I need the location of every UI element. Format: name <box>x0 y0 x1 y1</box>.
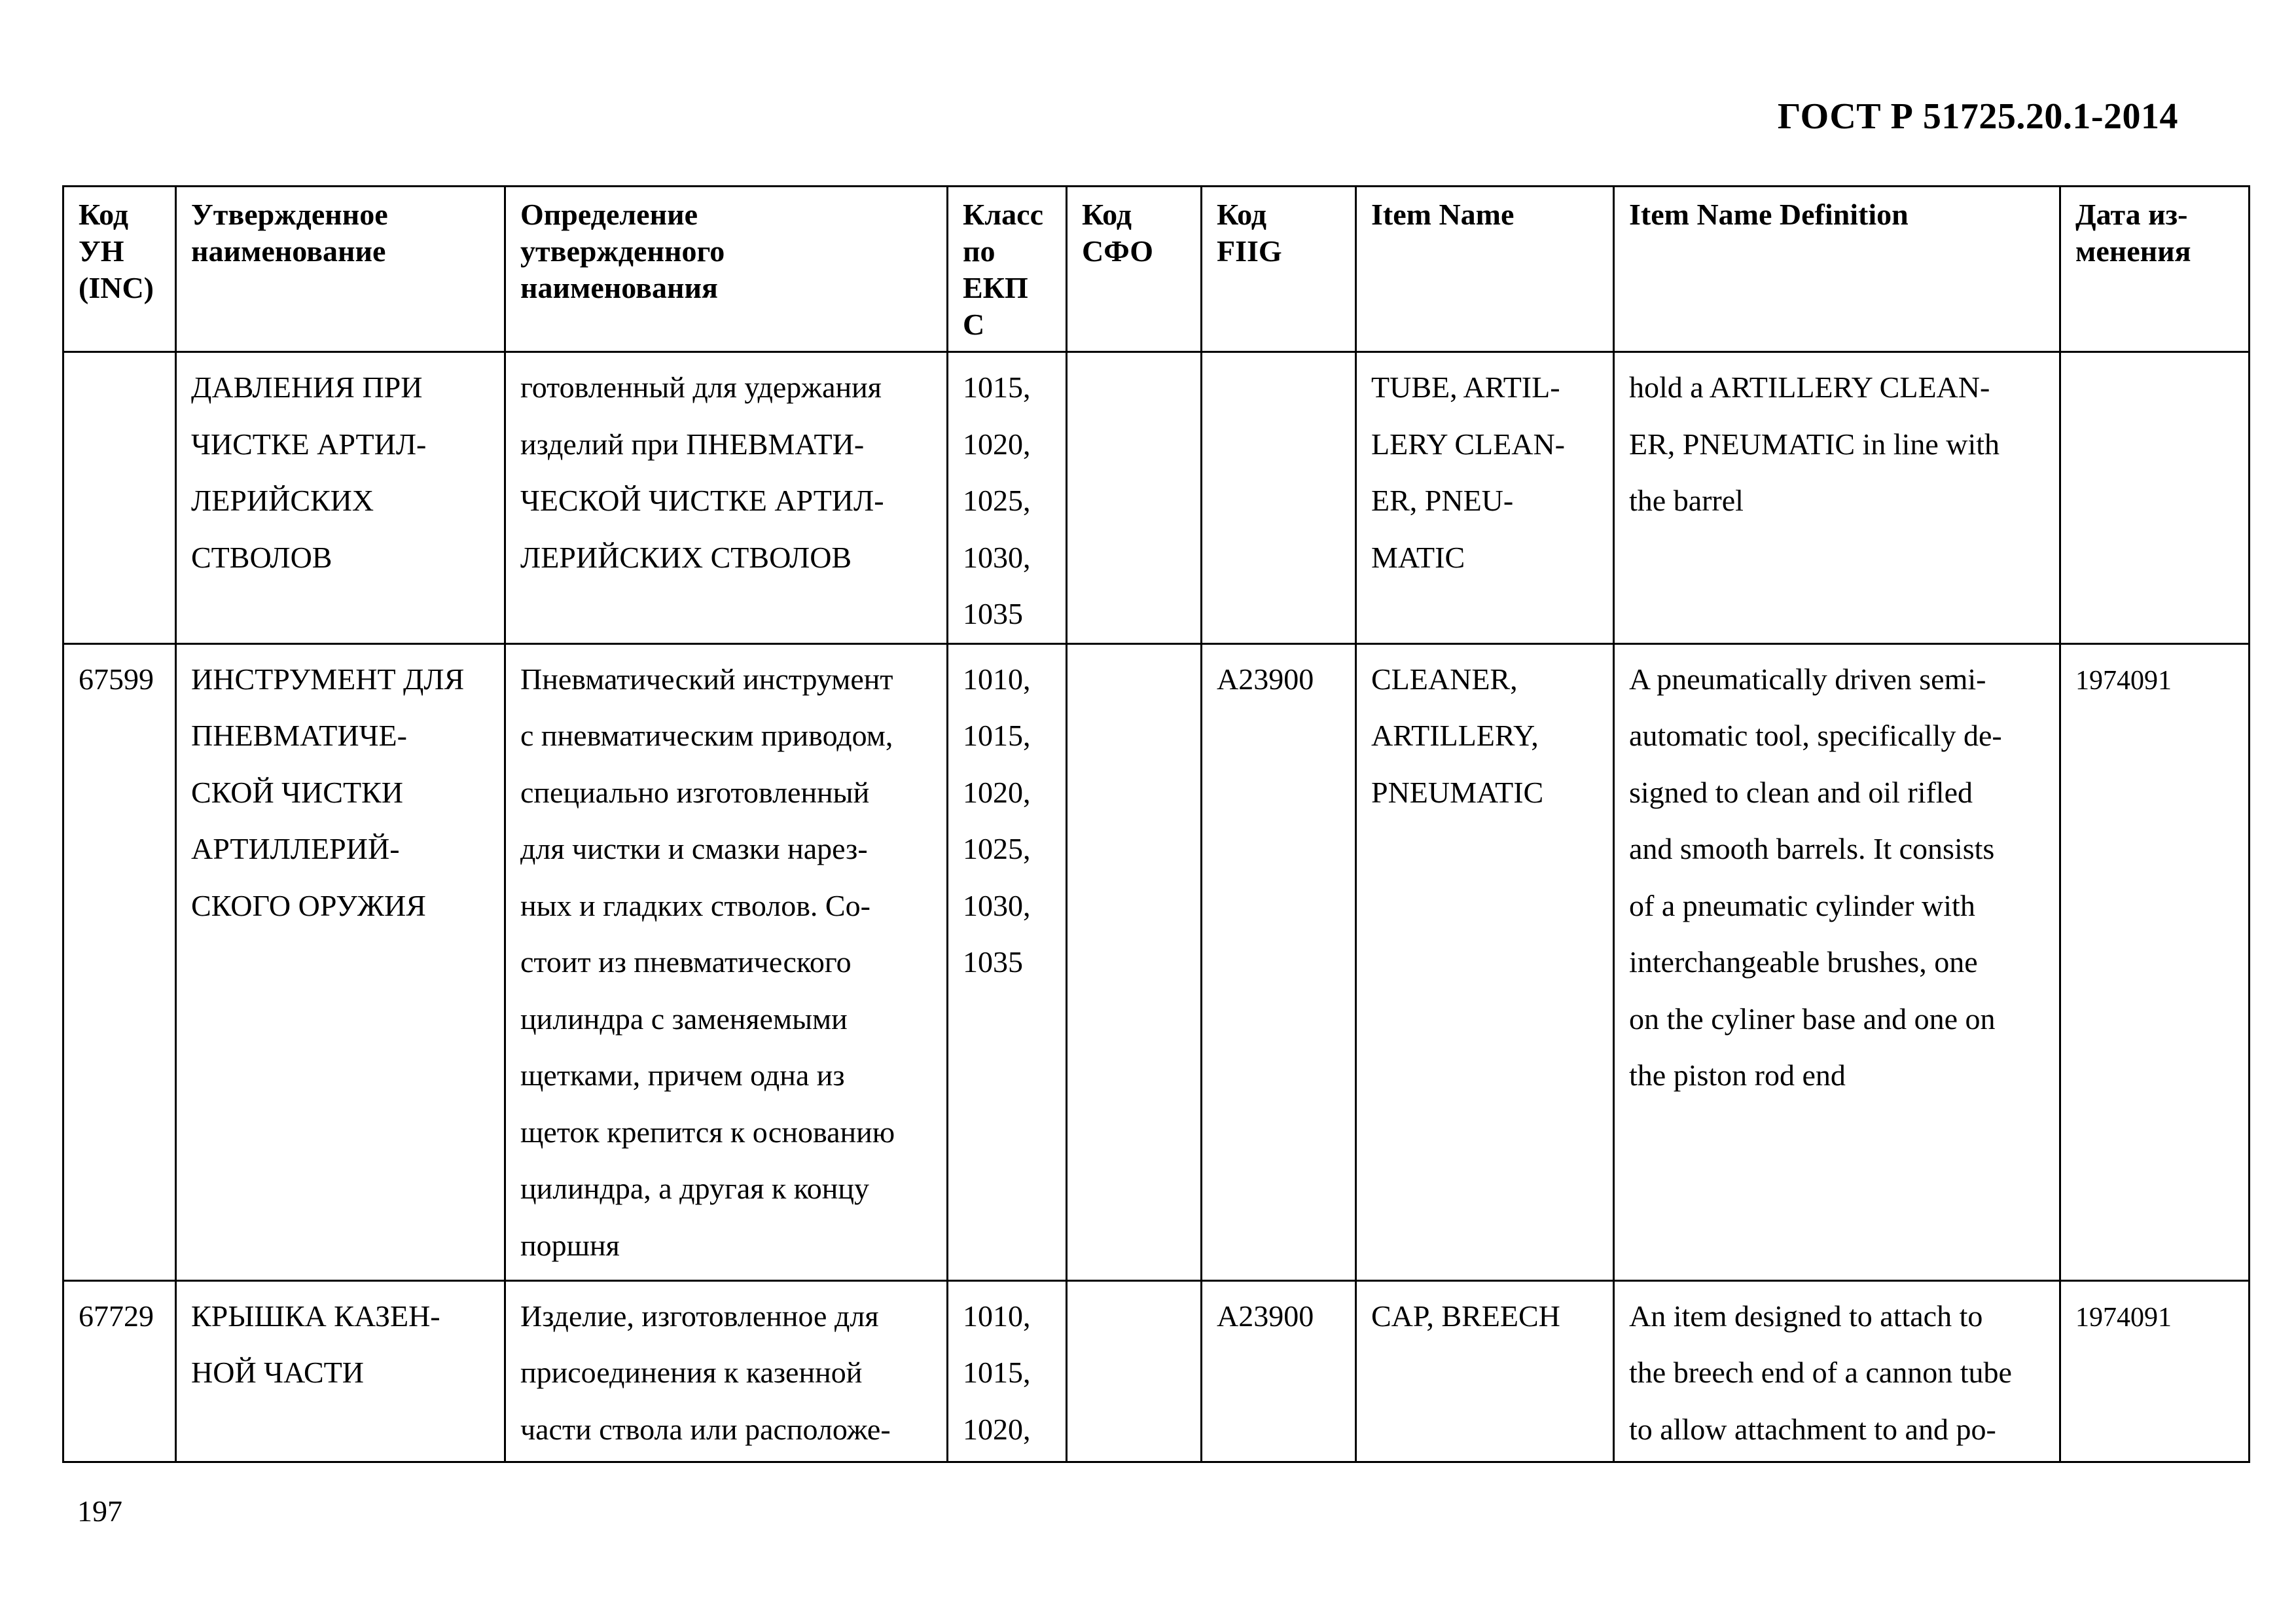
header-item-name: Item Name <box>1356 187 1614 352</box>
header-change-date: Дата из- менения <box>2060 187 2250 352</box>
table-header-row <box>63 187 2250 352</box>
document-code: ГОСТ Р 51725.20.1-2014 <box>1777 96 2178 137</box>
header-inc-code: Код УН (INC) <box>63 187 176 352</box>
cell-fiig-code: A23900 <box>1202 643 1356 1280</box>
cell-definition-ru: Изделие, изготовленное для присоединения к казенной части ствола или расположе- <box>505 1280 948 1462</box>
cell-item-name: CLEANER, ARTILLERY, PNEUMATIC <box>1356 643 1614 1280</box>
cell-inc: 67729 <box>63 1280 176 1462</box>
cell-inc <box>63 352 176 644</box>
header-item-name-definition: Item Name Definition <box>1614 187 2060 352</box>
header-approved-name: Утвержденное наименование <box>176 187 505 352</box>
cell-item-name-definition: An item designed to attach to the breech end of a cannon tube to allow attachment to and po- <box>1614 1280 2060 1462</box>
cell-name-ru: КРЫШКА КАЗЕН- НОЙ ЧАСТИ <box>176 1280 505 1462</box>
cell-definition-ru: Пневматический инструмент с пневматическим приводом, специально изготовленный для чистки и смазки нарез- ных и гладких стволов. Со- стоит из пневматического цилиндра с заменяемыми щетками, причем одна из щеток крепится к основанию цилиндра, а другая к концу поршня <box>505 643 948 1280</box>
header-ekps-class: Класс по ЕКП С <box>948 187 1067 352</box>
cell-change-date: 1974091 <box>2060 643 2250 1280</box>
cell-name-ru: ИНСТРУМЕНТ ДЛЯ ПНЕВМАТИЧЕ- СКОЙ ЧИСТКИ АРТИЛЛЕРИЙ- СКОГО ОРУЖИЯ <box>176 643 505 1280</box>
table-row <box>63 1280 2250 1462</box>
page-number: 197 <box>77 1494 122 1528</box>
header-sfo-code: Код СФО <box>1067 187 1202 352</box>
table-row <box>63 352 2250 644</box>
cell-fiig-code <box>1202 352 1356 644</box>
cell-name-ru: ДАВЛЕНИЯ ПРИ ЧИСТКЕ АРТИЛ- ЛЕРИЙСКИХ СТВОЛОВ <box>176 352 505 644</box>
header-fiig-code: Код FIIG <box>1202 187 1356 352</box>
cell-ekps-class: 1015, 1020, 1025, 1030, 1035 <box>948 352 1067 644</box>
cell-item-name-definition: hold a ARTILLERY CLEAN- ER, PNEUMATIC in line with the barrel <box>1614 352 2060 644</box>
cell-sfo-code <box>1067 352 1202 644</box>
cell-sfo-code <box>1067 643 1202 1280</box>
cell-ekps-class: 1010, 1015, 1020, <box>948 1280 1067 1462</box>
gost-item-name-table <box>62 185 2250 1463</box>
header-name-definition: Определение утвержденного наименования <box>505 187 948 352</box>
cell-sfo-code <box>1067 1280 1202 1462</box>
cell-item-name: TUBE, ARTIL- LERY CLEAN- ER, PNEU- MATIC <box>1356 352 1614 644</box>
cell-definition-ru: готовленный для удержания изделий при ПНЕВМАТИ- ЧЕСКОЙ ЧИСТКЕ АРТИЛ- ЛЕРИЙСКИХ СТВОЛОВ <box>505 352 948 644</box>
cell-item-name-definition: A pneumatically driven semi- automatic tool, specifically de- signed to clean and oil rifled and smooth barrels. It consists of a pneumatic cylinder with interchangeable brushes, one on the cyliner base and one on the piston rod end <box>1614 643 2060 1280</box>
cell-change-date: 1974091 <box>2060 1280 2250 1462</box>
cell-change-date <box>2060 352 2250 644</box>
cell-inc: 67599 <box>63 643 176 1280</box>
cell-item-name: CAP, BREECH <box>1356 1280 1614 1462</box>
table-row <box>63 643 2250 1280</box>
cell-fiig-code: A23900 <box>1202 1280 1356 1462</box>
cell-ekps-class: 1010, 1015, 1020, 1025, 1030, 1035 <box>948 643 1067 1280</box>
